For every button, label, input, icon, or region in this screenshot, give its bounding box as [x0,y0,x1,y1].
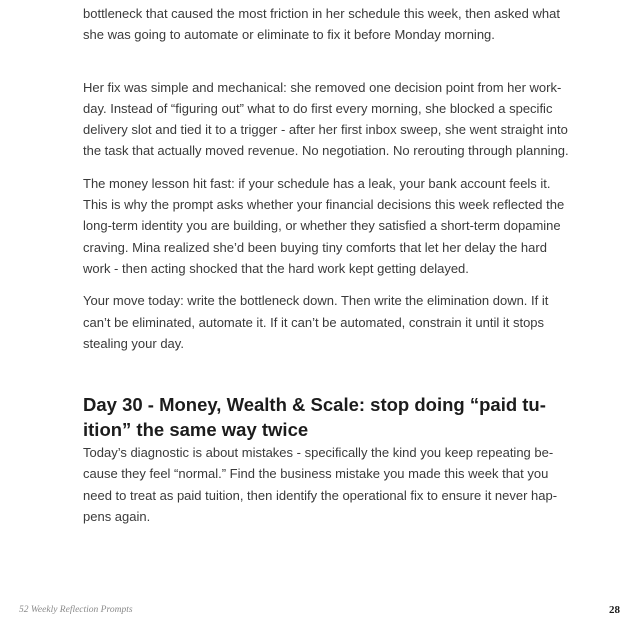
text-line: can’t be eliminated, automate it. If it can’t be automated, constrain it until it stops [83,314,545,330]
section-body [83,442,558,527]
text-line: cause they feel “normal.” Find the business mistake you made this week that you [83,466,549,482]
paragraph-1 [83,3,560,46]
text-line: the task that actually moved revenue. No negotiation. No rerouting through planning. [83,143,569,159]
paragraph-3 [83,173,565,279]
text-line: bottleneck that caused the most friction in her schedule this week, then asked what [83,6,560,21]
text-line: long-term identity you are building, or whether they satisfied a short-term dopamine [83,218,561,234]
text-line: Your move today: write the bottleneck down. Then write the elimination down. If it [83,293,549,309]
text-line: Today’s diagnostic is about mistakes - specifically the kind you keep repeating be- [83,445,554,461]
text-line: craving. Mina realized she’d been buying tiny comforts that let her delay the hard [83,239,547,255]
paragraph-2 [83,77,569,162]
text-line: pens again. [83,509,151,525]
page-number: 28 [609,604,620,616]
text-line: This is why the prompt asks whether your financial decisions this week reflected the [83,197,565,213]
text-line: The money lesson hit fast: if your schedule has a leak, your bank account feels it. [83,175,551,191]
heading-line: ition” the same way twice [83,418,309,440]
heading-line: Day 30 - Money, Wealth & Scale: stop doing “paid tu- [83,394,546,416]
text-line: stealing your day. [83,335,184,351]
text-line: work - then acting shocked that the hard work kept getting delayed. [83,260,469,276]
text-line: day. Instead of “figuring out” what to do first every morning, she blocked a specific [83,100,553,116]
text-line: she was going to automate or eliminate to fix it before Monday morning. [83,27,495,43]
text-line: Her fix was simple and mechanical: she removed one decision point from her work- [83,79,562,95]
paragraph-4 [83,290,555,354]
section-heading [83,393,555,442]
main-content [83,3,569,527]
text-line: delivery slot and tied it to a trigger - after her first inbox sweep, she went straight into [83,122,568,138]
text-line: need to treat as paid tuition, then identify the operational fix to ensure it never hap- [83,487,558,503]
footer-book-title: 52 Weekly Reflection Prompts [19,605,133,615]
